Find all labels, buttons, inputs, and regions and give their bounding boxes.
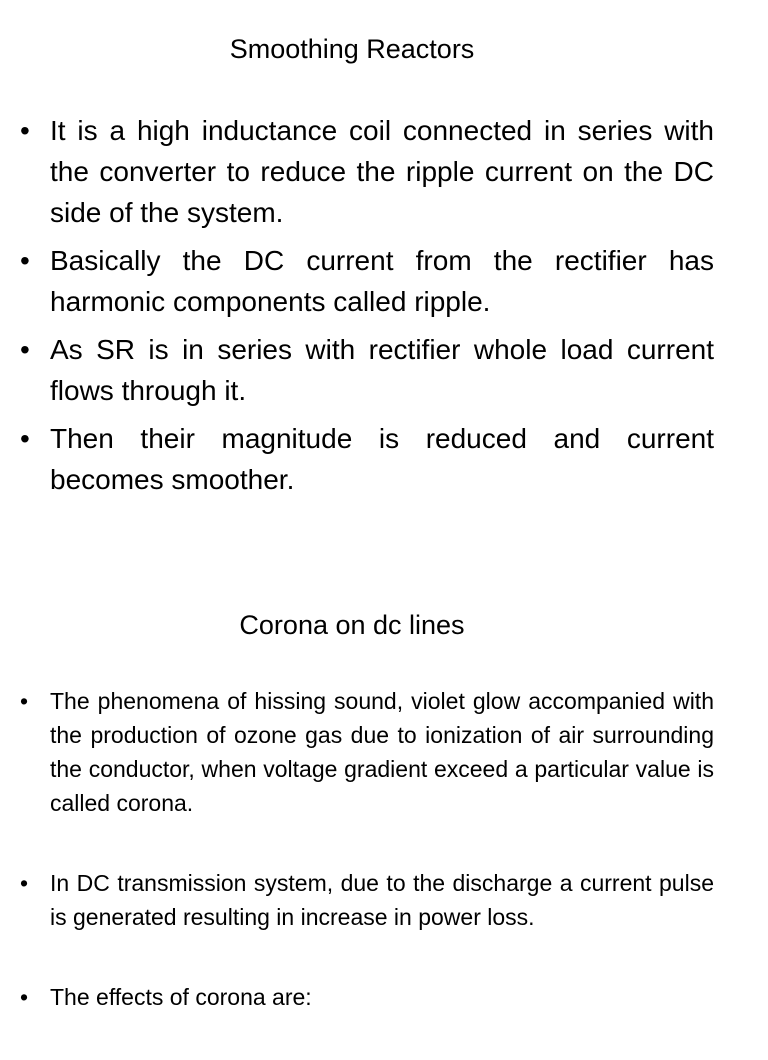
bullet-text: In DC transmission system, due to the discharge a current pulse is generated resulting in increase in power loss. <box>50 870 714 930</box>
bullet-text: The phenomena of hissing sound, violet glow accompanied with the production of ozone gas due to ionization of air surrounding the conductor, when voltage gradient exceed a particular value is called corona. <box>50 688 714 816</box>
bullet-text: Then their magnitude is reduced and current becomes smoother. <box>50 423 714 495</box>
bullet-item <box>20 866 714 934</box>
bullet-dot: • <box>20 245 30 276</box>
bullet-text: It is a high inductance coil connected in series with the converter to reduce the ripple current on the DC side of the system. <box>50 115 714 228</box>
bullet-item <box>20 684 714 820</box>
corona-bullet-list <box>20 684 714 1060</box>
smoothing-reactors-bullet-list <box>20 110 714 507</box>
section-title-corona: Corona on dc lines <box>239 610 465 640</box>
bullet-dot: • <box>20 334 30 365</box>
bullet-dot: • <box>20 870 29 896</box>
bullet-item <box>20 418 714 500</box>
bullet-item <box>20 980 714 1014</box>
bullet-dot: • <box>20 115 30 146</box>
bullet-text: Basically the DC current from the rectifier has harmonic components called ripple. <box>50 245 714 317</box>
bullet-dot: • <box>20 423 30 454</box>
bullet-dot: • <box>20 984 29 1010</box>
bullet-text: As SR is in series with rectifier whole load current flows through it. <box>50 334 714 406</box>
bullet-text: The effects of corona are: <box>50 984 312 1010</box>
bullet-item <box>20 240 714 322</box>
bullet-item <box>20 329 714 411</box>
section-title-smoothing-reactors: Smoothing Reactors <box>229 34 475 64</box>
bullet-item <box>20 110 714 233</box>
bullet-dot: • <box>20 688 29 714</box>
